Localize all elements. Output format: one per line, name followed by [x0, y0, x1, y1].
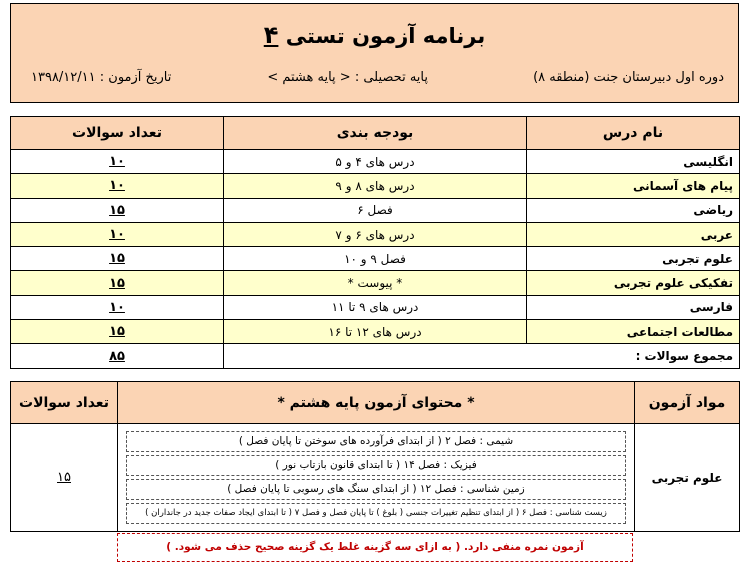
- subject-cell: پیام های آسمانی: [527, 174, 740, 198]
- header-materials: مواد آزمون: [635, 382, 740, 424]
- negative-marking-note: آزمون نمره منفی دارد. ( به ازای سه گزینه غلط یک گزینه صحیح حذف می شود. ): [117, 533, 633, 562]
- budget-cell: درس های ۸ و ۹: [224, 174, 527, 198]
- title-number: ۴: [263, 21, 279, 49]
- content-item-geology: زمین شناسی : فصل ۱۲ ( از ابتدای سنگ های رسوبی تا پایان فصل ): [126, 479, 626, 500]
- title-text: برنامه آزمون تستی: [285, 24, 486, 48]
- exam-date: تاریخ آزمون : ۱۳۹۸/۱۲/۱۱: [31, 70, 172, 85]
- table-row: [11, 198, 740, 222]
- content-item-biology: زیست شناسی : فصل ۶ ( از ابتدای تنظیم تغییرات جنسی ( بلوغ ) تا پایان فصل و فصل ۷ ( تا ابتدای ایجاد صفات جدید در جانداران ): [126, 503, 626, 524]
- header-count: تعداد سوالات: [11, 117, 224, 150]
- materials-count: ۱۵: [11, 424, 118, 532]
- count-cell: ۱۰: [11, 174, 224, 198]
- header-count2: تعداد سوالات: [11, 382, 118, 424]
- budget-cell: درس های ۹ تا ۱۱: [224, 295, 527, 319]
- content-table: [10, 381, 740, 532]
- content-item-chemistry: شیمی : فصل ۲ ( از ابتدای فرآورده های سوختن تا پایان فصل ): [126, 431, 626, 452]
- budget-cell: فصل ۶: [224, 198, 527, 222]
- table-header-row: [11, 117, 740, 150]
- table-row: [11, 150, 740, 174]
- table-row: [11, 174, 740, 198]
- grade-label: پایه تحصیلی : < پایه هشتم >: [267, 70, 428, 85]
- total-row: [11, 344, 740, 368]
- table-row: [11, 247, 740, 271]
- count-cell: ۱۰: [11, 150, 224, 174]
- subject-cell: علوم تجربی: [527, 247, 740, 271]
- table-row: [11, 222, 740, 246]
- subject-cell: تفکیکی علوم تجربی: [527, 271, 740, 295]
- table-row: [11, 320, 740, 344]
- count-cell: ۱۵: [11, 271, 224, 295]
- content-item-physics: فیزیک : فصل ۱۴ ( تا ابتدای قانون بازتاب نور ): [126, 455, 626, 476]
- header-budget: بودجه بندی: [224, 117, 527, 150]
- budget-cell: درس های ۶ و ۷: [224, 222, 527, 246]
- content-items: [118, 424, 635, 532]
- subject-cell: عربی: [527, 222, 740, 246]
- subject-cell: مطالعات اجتماعی: [527, 320, 740, 344]
- count-cell: ۱۵: [11, 247, 224, 271]
- budget-cell: فصل ۹ و ۱۰: [224, 247, 527, 271]
- budget-cell: درس های ۴ و ۵: [224, 150, 527, 174]
- header-content: * محتوای آزمون پایه هشتم *: [118, 382, 635, 424]
- count-cell: ۱۰: [11, 295, 224, 319]
- budget-cell: * پیوست *: [224, 271, 527, 295]
- budget-cell: درس های ۱۲ تا ۱۶: [224, 320, 527, 344]
- header-box: [10, 3, 739, 103]
- subject-cell: فارسی: [527, 295, 740, 319]
- header-subject: نام درس: [527, 117, 740, 150]
- page-title: [11, 21, 738, 49]
- content-row: [11, 424, 740, 532]
- total-value: ۸۵: [11, 344, 224, 368]
- count-cell: ۱۵: [11, 198, 224, 222]
- materials-subject: علوم تجربی: [635, 424, 740, 532]
- table-row: [11, 271, 740, 295]
- budget-table: [10, 116, 740, 369]
- content-header-row: [11, 382, 740, 424]
- school-name: دوره اول دبیرستان جنت (منطقه ۸): [533, 70, 724, 85]
- total-label: مجموع سوالات :: [224, 344, 740, 368]
- subject-cell: انگلیسی: [527, 150, 740, 174]
- count-cell: ۱۵: [11, 320, 224, 344]
- count-cell: ۱۰: [11, 222, 224, 246]
- table-row: [11, 295, 740, 319]
- subject-cell: ریاضی: [527, 198, 740, 222]
